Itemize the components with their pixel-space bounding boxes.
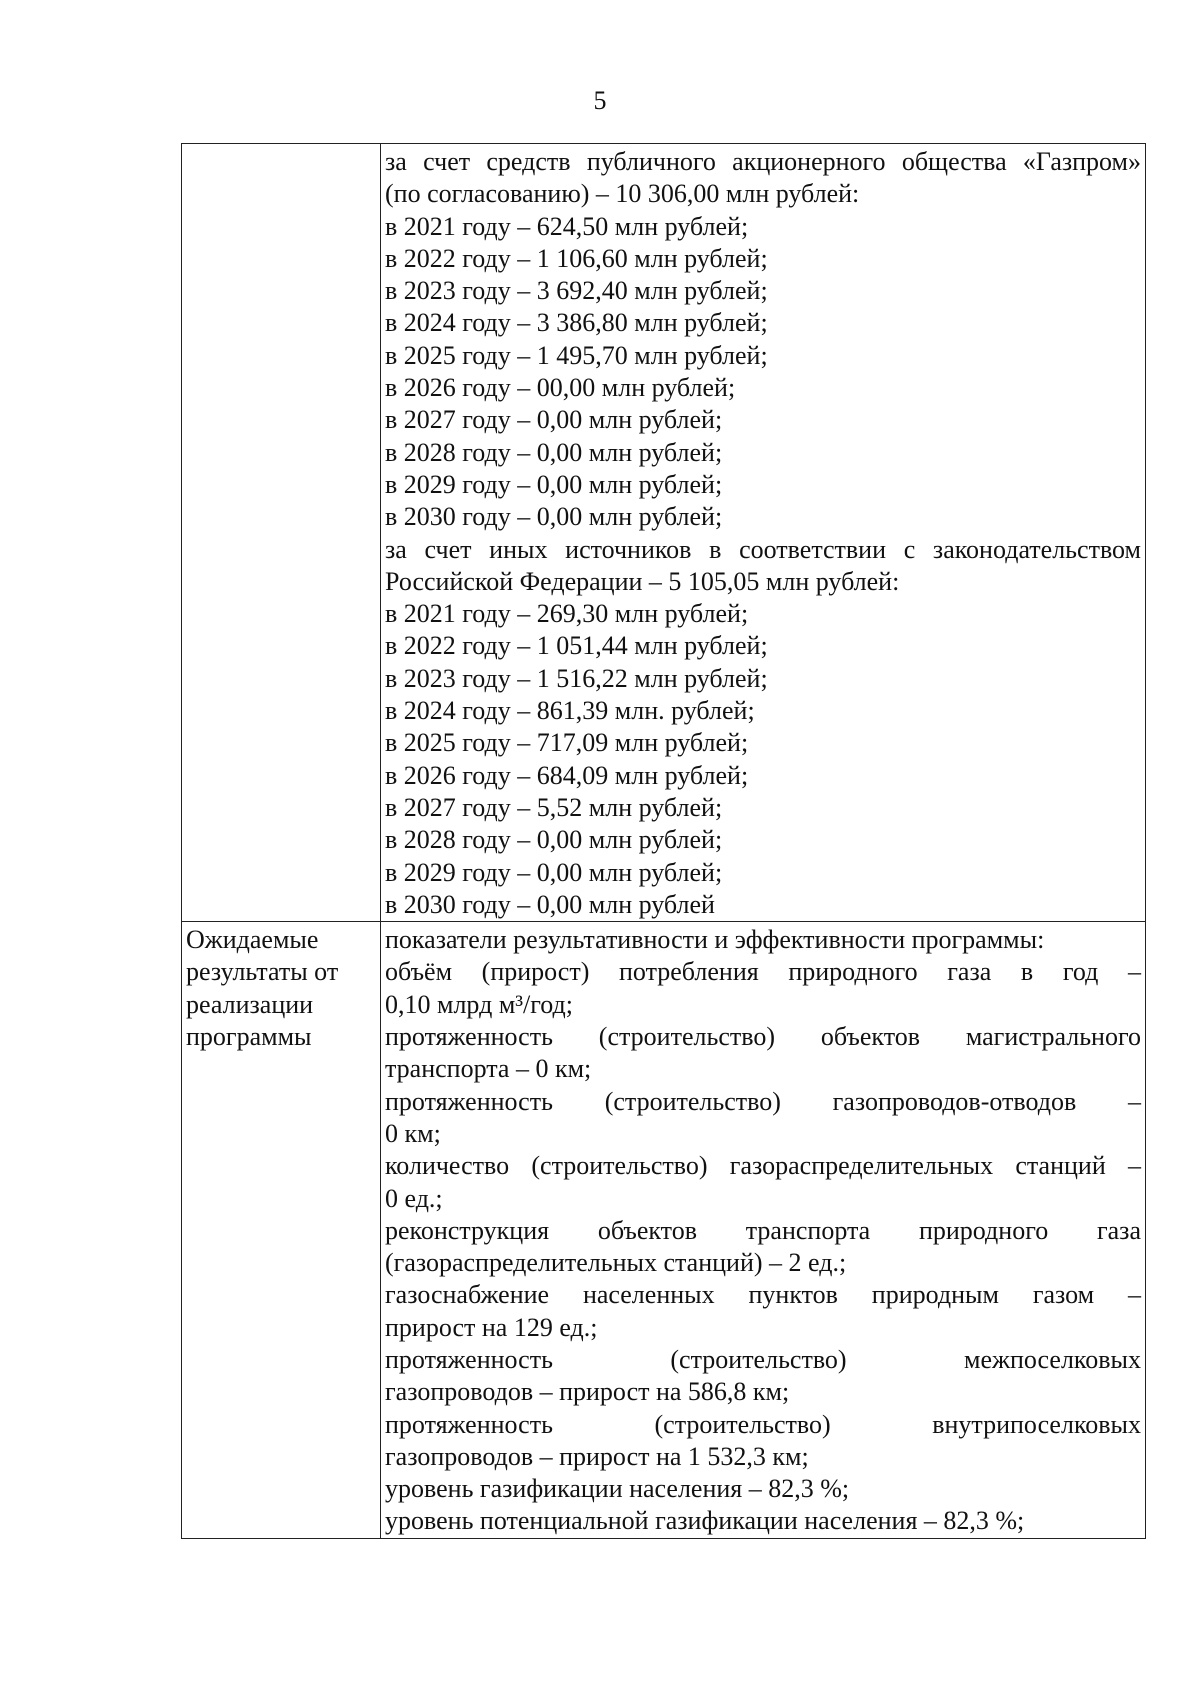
text-line: в 2025 году – 1 495,70 млн рублей;: [385, 340, 768, 370]
text-line: в 2030 году – 0,00 млн рублей;: [385, 502, 723, 532]
text-line: газоснабжение населенных пунктов природным газом –: [385, 1280, 1141, 1310]
text-line: количество (строительство) газораспределительных станций –: [385, 1151, 1141, 1181]
expected-results-cell: [381, 922, 1146, 1539]
text-line: в 2025 году – 717,09 млн рублей;: [385, 728, 749, 758]
page-number: 5: [593, 86, 607, 115]
text-line: в 2024 году – 861,39 млн. рублей;: [385, 696, 755, 726]
text-line: за счет иных источников в соответствии с законодательством: [385, 534, 1141, 564]
text-line: 0,10 млрд м³/год;: [385, 989, 574, 1019]
program-passport-table: [181, 143, 1146, 1539]
text-line: в 2027 году – 5,52 млн рублей;: [385, 792, 723, 822]
text-line: (по согласованию) – 10 306,00 млн рублей:: [385, 179, 860, 209]
text-line: газопроводов – прирост на 1 532,3 км;: [385, 1441, 809, 1471]
text-line: показатели результативности и эффективности программы:: [385, 925, 1045, 955]
text-line: протяженность (строительство) внутрипоселковых: [385, 1409, 1141, 1439]
label-line: результаты от: [186, 957, 339, 987]
text-line: 0 км;: [385, 1118, 441, 1148]
text-line: в 2023 году – 1 516,22 млн рублей;: [385, 663, 768, 693]
label-line: программы: [186, 1022, 312, 1052]
text-line: в 2028 году – 0,00 млн рублей;: [385, 825, 723, 855]
text-line: в 2029 году – 0,00 млн рублей;: [385, 469, 723, 499]
text-line: в 2026 году – 684,09 млн рублей;: [385, 760, 749, 790]
text-line: в 2021 году – 624,50 млн рублей;: [385, 211, 749, 241]
text-line: в 2027 году – 0,00 млн рублей;: [385, 405, 723, 435]
text-line: в 2022 году – 1 051,44 млн рублей;: [385, 631, 768, 661]
text-line: в 2026 году – 00,00 млн рублей;: [385, 373, 736, 403]
text-line: в 2021 году – 269,30 млн рублей;: [385, 599, 749, 629]
text-line: Российской Федерации – 5 105,05 млн рублей:: [385, 566, 900, 596]
text-line: в 2028 году – 0,00 млн рублей;: [385, 437, 723, 467]
text-line: протяженность (строительство) межпоселковых: [385, 1344, 1141, 1374]
text-line: в 2023 году – 3 692,40 млн рублей;: [385, 276, 768, 306]
label-line: реализации: [186, 989, 314, 1019]
table-row: [182, 922, 1146, 1539]
text-line: за счет средств публичного акционерного общества «Газпром»: [385, 147, 1141, 176]
text-line: 0 ед.;: [385, 1183, 443, 1213]
text-line: в 2030 году – 0,00 млн рублей: [385, 889, 715, 919]
text-line: реконструкция объектов транспорта природного газа: [385, 1215, 1141, 1245]
row-label-cell: [182, 922, 381, 1539]
funding-lines: [385, 146, 1141, 921]
text-line: протяженность (строительство) газопроводов-отводов –: [385, 1086, 1141, 1116]
text-line: газопроводов – прирост на 586,8 км;: [385, 1377, 790, 1407]
expected-results-label: [186, 924, 376, 1053]
text-line: транспорта – 0 км;: [385, 1054, 592, 1084]
text-line: объём (прирост) потребления природного газа в год –: [385, 957, 1141, 987]
label-line: Ожидаемые: [186, 925, 319, 955]
text-line: уровень газификации населения – 82,3 %;: [385, 1474, 850, 1504]
text-line: в 2029 году – 0,00 млн рублей;: [385, 857, 723, 887]
text-line: протяженность (строительство) объектов магистрального: [385, 1022, 1141, 1052]
expected-results-lines: [385, 924, 1141, 1538]
text-line: (газораспределительных станций) – 2 ед.;: [385, 1248, 847, 1278]
text-line: прирост на 129 ед.;: [385, 1312, 598, 1342]
text-line: в 2024 году – 3 386,80 млн рублей;: [385, 308, 768, 338]
table-row: [182, 144, 1146, 922]
row-label-cell: [182, 144, 381, 922]
text-line: уровень потенциальной газификации населения – 82,3 %;: [385, 1506, 1025, 1536]
funding-cell: [381, 144, 1146, 922]
text-line: в 2022 году – 1 106,60 млн рублей;: [385, 243, 768, 273]
